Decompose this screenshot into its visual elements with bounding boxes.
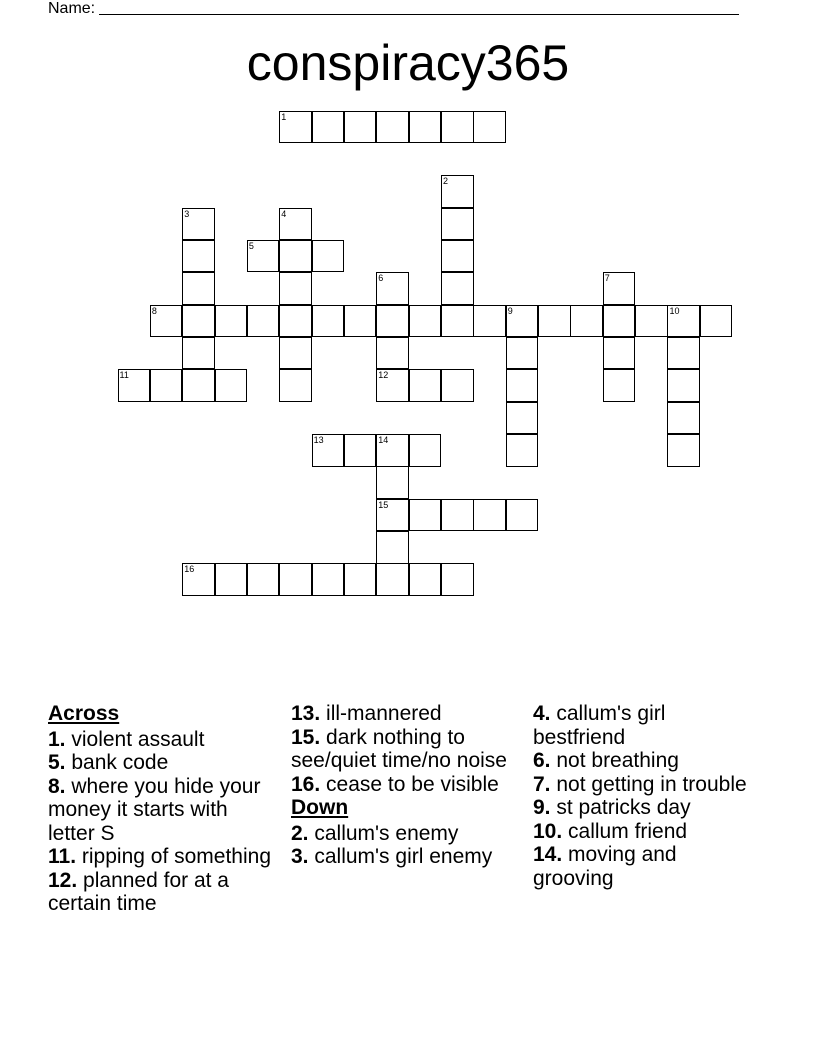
grid-cell[interactable] (279, 337, 312, 370)
clue-number: 15. (291, 725, 321, 749)
clue-down-6 (533, 749, 759, 773)
clue-text: ripping of something (81, 845, 272, 868)
grid-cell[interactable] (182, 272, 215, 305)
clue-number: 4. (533, 702, 551, 725)
clue-down-10 (533, 820, 759, 844)
grid-cell[interactable] (441, 208, 474, 241)
grid-cell[interactable] (473, 499, 506, 532)
grid-cell[interactable] (409, 305, 442, 338)
grid-cell[interactable] (506, 369, 539, 402)
clue-number: 7. (533, 772, 551, 796)
grid-cell[interactable] (506, 337, 539, 370)
grid-cell[interactable] (376, 434, 409, 467)
grid-cell[interactable] (635, 305, 668, 338)
grid-cell[interactable] (473, 305, 506, 338)
grid-cell[interactable] (182, 337, 215, 370)
grid-cell[interactable] (182, 208, 215, 241)
grid-cell[interactable] (344, 434, 377, 467)
grid-cell[interactable] (409, 563, 442, 596)
clue-across-12 (48, 869, 274, 916)
clue-text: not getting in trouble (556, 772, 747, 796)
cell-number: 1 (281, 111, 287, 122)
grid-cell[interactable] (376, 337, 409, 370)
cell-number: 7 (604, 273, 610, 284)
cell-number: 13 (313, 435, 324, 445)
grid-cell[interactable] (667, 305, 700, 338)
clue-down-9 (533, 796, 759, 820)
clue-number: 14. (533, 843, 563, 866)
clue-text: ill-mannered (326, 702, 442, 725)
clue-across-11 (48, 845, 274, 869)
clue-text: callum's girl bestfriend (533, 702, 666, 749)
cell-number: 4 (281, 208, 287, 219)
clue-number: 5. (48, 751, 66, 774)
clue-number: 13. (291, 702, 321, 725)
clue-text: where you hide your money it starts with letter S (48, 774, 261, 845)
cell-number: 12 (378, 370, 389, 381)
clue-number: 8. (48, 774, 66, 798)
grid-cell[interactable] (603, 272, 636, 305)
grid-cell[interactable] (279, 208, 312, 241)
grid-cell[interactable] (376, 466, 409, 499)
clue-text: callum's enemy (314, 821, 459, 845)
clue-number: 10. (533, 819, 563, 843)
clue-number: 12. (48, 868, 78, 892)
grid-cell[interactable] (473, 111, 506, 144)
grid-cell[interactable] (506, 499, 539, 532)
clue-down-7 (533, 773, 759, 797)
grid-cell[interactable] (247, 305, 280, 338)
grid-cell[interactable] (409, 499, 442, 532)
grid-cell[interactable] (667, 337, 700, 370)
grid-cell[interactable] (441, 499, 474, 532)
clue-number: 3. (291, 845, 309, 868)
grid-cell[interactable] (247, 563, 280, 596)
grid-cell[interactable] (182, 240, 215, 273)
grid-cell[interactable] (247, 240, 280, 273)
grid-cell[interactable] (441, 563, 474, 596)
grid-cell[interactable] (344, 305, 377, 338)
grid-cell[interactable] (279, 240, 312, 273)
clue-across-16 (291, 773, 517, 797)
clue-across-5 (48, 751, 274, 775)
clue-across-13 (291, 702, 517, 726)
cell-number: 6 (378, 273, 384, 284)
grid-cell[interactable] (182, 369, 215, 402)
page-title: conspiracy365 (246, 35, 570, 91)
down-heading: Down (291, 796, 349, 819)
clue-down-4 (533, 702, 759, 749)
grid-cell[interactable] (603, 369, 636, 402)
grid-cell[interactable] (344, 563, 377, 596)
clue-down-3 (291, 845, 517, 869)
grid-cell[interactable] (279, 111, 312, 144)
grid-cell[interactable] (603, 305, 636, 338)
cell-number: 5 (248, 240, 254, 251)
grid-cell[interactable] (182, 305, 215, 338)
grid-cell[interactable] (279, 305, 312, 338)
grid-cell[interactable] (441, 175, 474, 208)
cell-number: 16 (184, 564, 195, 575)
clues-column-2 (291, 702, 517, 869)
grid-cell[interactable] (312, 240, 345, 273)
grid-cell[interactable] (344, 111, 377, 144)
grid-cell[interactable] (118, 369, 151, 402)
grid-cell[interactable] (312, 305, 345, 338)
grid-cell[interactable] (700, 305, 733, 338)
grid-cell[interactable] (667, 369, 700, 402)
clue-text: st patricks day (556, 796, 691, 819)
clue-across-8 (48, 775, 274, 846)
grid-cell[interactable] (376, 272, 409, 305)
clue-text: moving and grooving (533, 843, 677, 890)
grid-cell[interactable] (376, 305, 409, 338)
grid-cell[interactable] (312, 563, 345, 596)
cell-number: 15 (378, 499, 389, 510)
grid-cell[interactable] (409, 369, 442, 402)
clue-text: callum friend (568, 819, 688, 843)
clue-text: violent assault (71, 727, 205, 751)
grid-cell[interactable] (538, 305, 571, 338)
cell-number: 11 (119, 370, 129, 381)
clue-text: dark nothing to see/quiet time/no noise (291, 725, 507, 772)
grid-cell[interactable] (667, 434, 700, 467)
clue-number: 2. (291, 821, 309, 845)
clue-text: planned for at a certain time (48, 868, 229, 915)
grid-cell[interactable] (667, 402, 700, 435)
clue-text: not breathing (556, 749, 679, 772)
grid-cell[interactable] (376, 563, 409, 596)
clue-number: 6. (533, 749, 551, 772)
grid-cell[interactable] (409, 434, 442, 467)
grid-cell[interactable] (279, 369, 312, 402)
grid-cell[interactable] (215, 305, 248, 338)
grid-cell[interactable] (570, 305, 603, 338)
clue-down-2 (291, 822, 517, 846)
clue-text: cease to be visible (326, 772, 499, 796)
name-label: Name: (48, 0, 96, 17)
grid-cell[interactable] (279, 272, 312, 305)
grid-cell[interactable] (376, 499, 409, 532)
cell-number: 14 (378, 435, 389, 445)
grid-cell[interactable] (150, 369, 183, 402)
grid-cell[interactable] (441, 369, 474, 402)
clue-number: 1. (48, 727, 66, 751)
clues-column-3 (533, 702, 759, 890)
clue-text: bank code (71, 751, 169, 774)
grid-cell[interactable] (150, 305, 183, 338)
grid-cell[interactable] (215, 369, 248, 402)
grid-cell[interactable] (312, 111, 345, 144)
cell-number: 9 (507, 305, 513, 316)
grid-cell[interactable] (506, 434, 539, 467)
across-heading: Across (48, 702, 120, 725)
grid-cell[interactable] (441, 272, 474, 305)
clues-column-1 (48, 702, 274, 916)
grid-cell[interactable] (603, 337, 636, 370)
clue-down-14 (533, 843, 759, 890)
grid-cell[interactable] (441, 305, 474, 338)
clue-across-1 (48, 728, 274, 752)
grid-cell[interactable] (409, 111, 442, 144)
grid-cell[interactable] (441, 240, 474, 273)
clue-across-15 (291, 726, 517, 773)
clue-number: 9. (533, 796, 551, 819)
cell-number: 3 (184, 208, 190, 219)
grid-cell[interactable] (215, 563, 248, 596)
grid-cell[interactable] (376, 111, 409, 144)
cell-number: 2 (443, 176, 449, 187)
cell-number: 8 (151, 305, 157, 316)
grid-cell[interactable] (506, 402, 539, 435)
clue-number: 16. (291, 772, 321, 796)
grid-cell[interactable] (376, 531, 409, 564)
grid-cell[interactable] (506, 305, 539, 338)
grid-cell[interactable] (279, 563, 312, 596)
clue-text: callum's girl enemy (314, 845, 493, 868)
grid-cell[interactable] (376, 369, 409, 402)
grid-cell[interactable] (312, 434, 345, 467)
grid-cell[interactable] (441, 111, 474, 144)
grid-cell[interactable] (182, 563, 215, 596)
clue-number: 11. (48, 845, 77, 868)
cell-number: 10 (669, 305, 680, 316)
